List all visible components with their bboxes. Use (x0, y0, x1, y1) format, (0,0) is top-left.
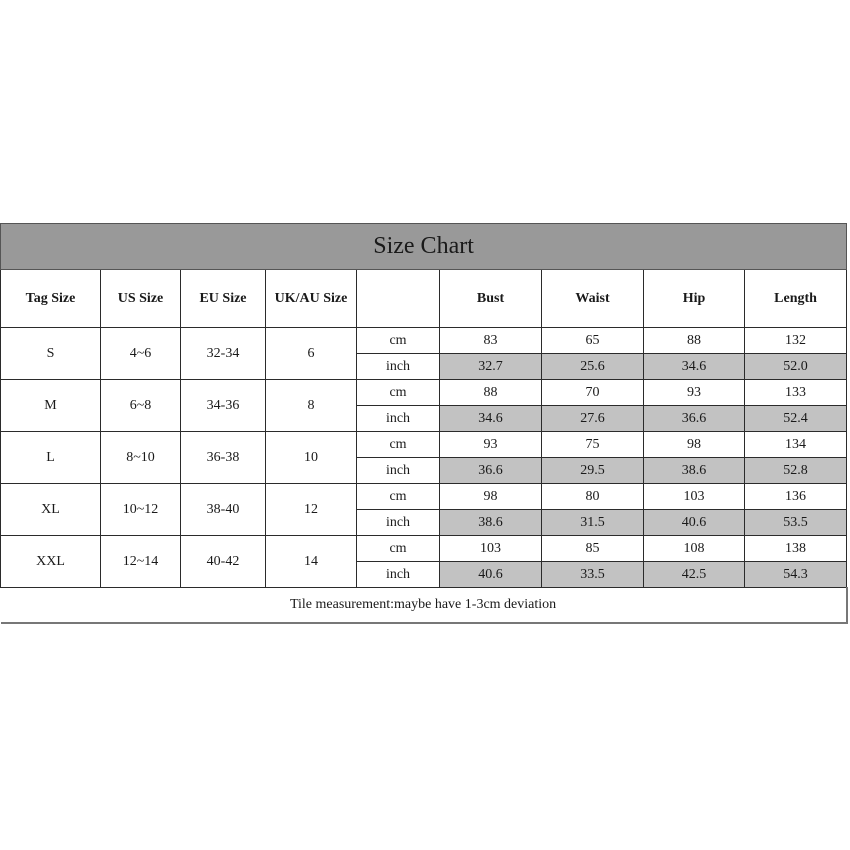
us-size: 12~14 (101, 536, 181, 588)
header-bust: Bust (440, 270, 542, 328)
bust-inch: 34.6 (440, 406, 542, 432)
header-unit (357, 270, 440, 328)
hip-inch: 38.6 (644, 458, 745, 484)
bust-inch: 38.6 (440, 510, 542, 536)
length-cm: 132 (745, 328, 847, 354)
ukau-size: 14 (266, 536, 357, 588)
ukau-size: 6 (266, 328, 357, 380)
header-row (1, 270, 847, 328)
length-inch: 52.8 (745, 458, 847, 484)
tag-size: XXL (1, 536, 101, 588)
unit-cm: cm (357, 328, 440, 354)
unit-cm: cm (357, 380, 440, 406)
unit-cm: cm (357, 484, 440, 510)
length-cm: 138 (745, 536, 847, 562)
us-size: 6~8 (101, 380, 181, 432)
eu-size: 32-34 (181, 328, 266, 380)
size-chart-table (0, 223, 848, 624)
table-row (1, 536, 847, 562)
us-size: 10~12 (101, 484, 181, 536)
waist-inch: 27.6 (542, 406, 644, 432)
length-inch: 52.4 (745, 406, 847, 432)
ukau-size: 10 (266, 432, 357, 484)
header-length: Length (745, 270, 847, 328)
eu-size: 36-38 (181, 432, 266, 484)
footer-row (1, 588, 847, 624)
eu-size: 38-40 (181, 484, 266, 536)
tag-size: M (1, 380, 101, 432)
unit-inch: inch (357, 406, 440, 432)
measurement-note: Tile measurement:maybe have 1-3cm deviation (1, 588, 847, 624)
bust-inch: 32.7 (440, 354, 542, 380)
header-tag-size: Tag Size (1, 270, 101, 328)
chart-title: Size Chart (1, 224, 847, 270)
tag-size: L (1, 432, 101, 484)
eu-size: 40-42 (181, 536, 266, 588)
waist-inch: 29.5 (542, 458, 644, 484)
waist-inch: 33.5 (542, 562, 644, 588)
bust-inch: 36.6 (440, 458, 542, 484)
us-size: 4~6 (101, 328, 181, 380)
unit-inch: inch (357, 354, 440, 380)
length-cm: 134 (745, 432, 847, 458)
unit-inch: inch (357, 510, 440, 536)
table-row (1, 484, 847, 510)
hip-cm: 98 (644, 432, 745, 458)
waist-cm: 65 (542, 328, 644, 354)
waist-cm: 75 (542, 432, 644, 458)
bust-cm: 103 (440, 536, 542, 562)
hip-cm: 93 (644, 380, 745, 406)
header-us-size: US Size (101, 270, 181, 328)
header-waist: Waist (542, 270, 644, 328)
hip-cm: 88 (644, 328, 745, 354)
bust-cm: 98 (440, 484, 542, 510)
waist-inch: 25.6 (542, 354, 644, 380)
waist-cm: 85 (542, 536, 644, 562)
tag-size: S (1, 328, 101, 380)
bust-cm: 88 (440, 380, 542, 406)
table-row (1, 432, 847, 458)
length-inch: 52.0 (745, 354, 847, 380)
header-ukau-size: UK/AU Size (266, 270, 357, 328)
unit-inch: inch (357, 562, 440, 588)
size-chart (0, 223, 846, 624)
unit-cm: cm (357, 432, 440, 458)
table-row (1, 328, 847, 354)
waist-cm: 80 (542, 484, 644, 510)
unit-inch: inch (357, 458, 440, 484)
tag-size: XL (1, 484, 101, 536)
length-cm: 133 (745, 380, 847, 406)
hip-inch: 34.6 (644, 354, 745, 380)
ukau-size: 12 (266, 484, 357, 536)
bust-cm: 93 (440, 432, 542, 458)
length-inch: 53.5 (745, 510, 847, 536)
hip-inch: 40.6 (644, 510, 745, 536)
ukau-size: 8 (266, 380, 357, 432)
bust-inch: 40.6 (440, 562, 542, 588)
unit-cm: cm (357, 536, 440, 562)
waist-inch: 31.5 (542, 510, 644, 536)
hip-cm: 103 (644, 484, 745, 510)
length-cm: 136 (745, 484, 847, 510)
us-size: 8~10 (101, 432, 181, 484)
hip-inch: 36.6 (644, 406, 745, 432)
header-hip: Hip (644, 270, 745, 328)
header-eu-size: EU Size (181, 270, 266, 328)
eu-size: 34-36 (181, 380, 266, 432)
table-row (1, 380, 847, 406)
hip-cm: 108 (644, 536, 745, 562)
hip-inch: 42.5 (644, 562, 745, 588)
length-inch: 54.3 (745, 562, 847, 588)
waist-cm: 70 (542, 380, 644, 406)
bust-cm: 83 (440, 328, 542, 354)
